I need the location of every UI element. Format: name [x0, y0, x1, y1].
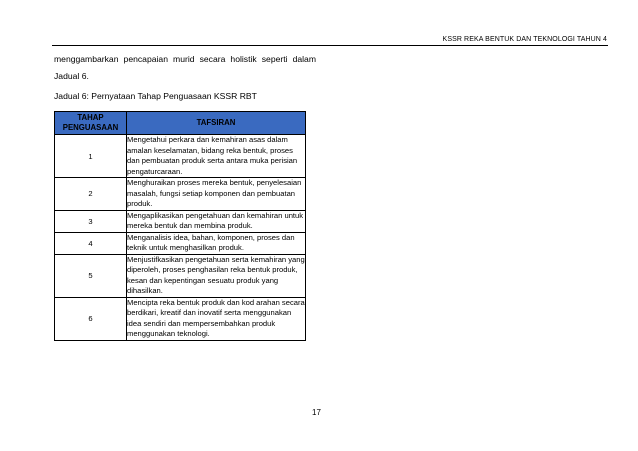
- table-row: [55, 135, 306, 178]
- table-row: [55, 232, 306, 254]
- level-number: 6: [55, 297, 127, 340]
- level-number: 1: [55, 135, 127, 178]
- level-number: 2: [55, 178, 127, 211]
- level-description: Mencipta reka bentuk produk dan kod arahan secara berdikari, kreatif dan inovatif serta menggunakan idea sendiri dan mempersembahkan produk menggunakan teknologi.: [127, 297, 305, 338]
- level-number: 3: [55, 210, 127, 232]
- level-description: Mengaplikasikan pengetahuan dan kemahiran untuk mereka bentuk dan membina produk.: [127, 210, 306, 232]
- level-number: 4: [55, 232, 127, 254]
- table-row: [55, 254, 306, 297]
- table-caption: Jadual 6: Pernyataan Tahap Penguasaan KSSR RBT: [54, 91, 257, 101]
- level-description: Menjustifkasikan pengetahuan serta kemahiran yang diperoleh, proses penghasilan reka bentuk produk, kesan dan kepentingan sesuatu produk yang dihasilkan.: [127, 254, 305, 295]
- table-row: [55, 297, 306, 340]
- level-number: 5: [55, 254, 127, 297]
- header-level: TAHAP PENGUASAAN: [55, 112, 127, 135]
- header-interpretation: TAFSIRAN: [127, 112, 306, 135]
- header-rule: [52, 45, 608, 46]
- table-row: [55, 210, 306, 232]
- mastery-level-table: [54, 111, 306, 341]
- intro-paragraph: [54, 51, 316, 85]
- level-description: Mengetahui perkara dan kemahiran asas dalam amalan keselamatan, bidang reka bentuk, proses dan pembuatan produk serta antara muka perisian pengaturcaraan.: [127, 135, 306, 178]
- intro-line-2: Jadual 6.: [54, 71, 89, 81]
- table-header-row: [55, 112, 306, 135]
- level-description: Menganalisis idea, bahan, komponen, proses dan teknik untuk menghasilkan produk.: [127, 232, 306, 254]
- level-description: Menghuraikan proses mereka bentuk, penyelesaian masalah, fungsi setiap komponen dan pembuatan produk.: [127, 178, 306, 211]
- intro-line-1: menggambarkan pencapaian murid secara holistik seperti dalam: [54, 54, 316, 64]
- page-number: 17: [312, 408, 321, 417]
- table-row: [55, 178, 306, 211]
- page-header-title: KSSR REKA BENTUK DAN TEKNOLOGI TAHUN 4: [442, 36, 607, 43]
